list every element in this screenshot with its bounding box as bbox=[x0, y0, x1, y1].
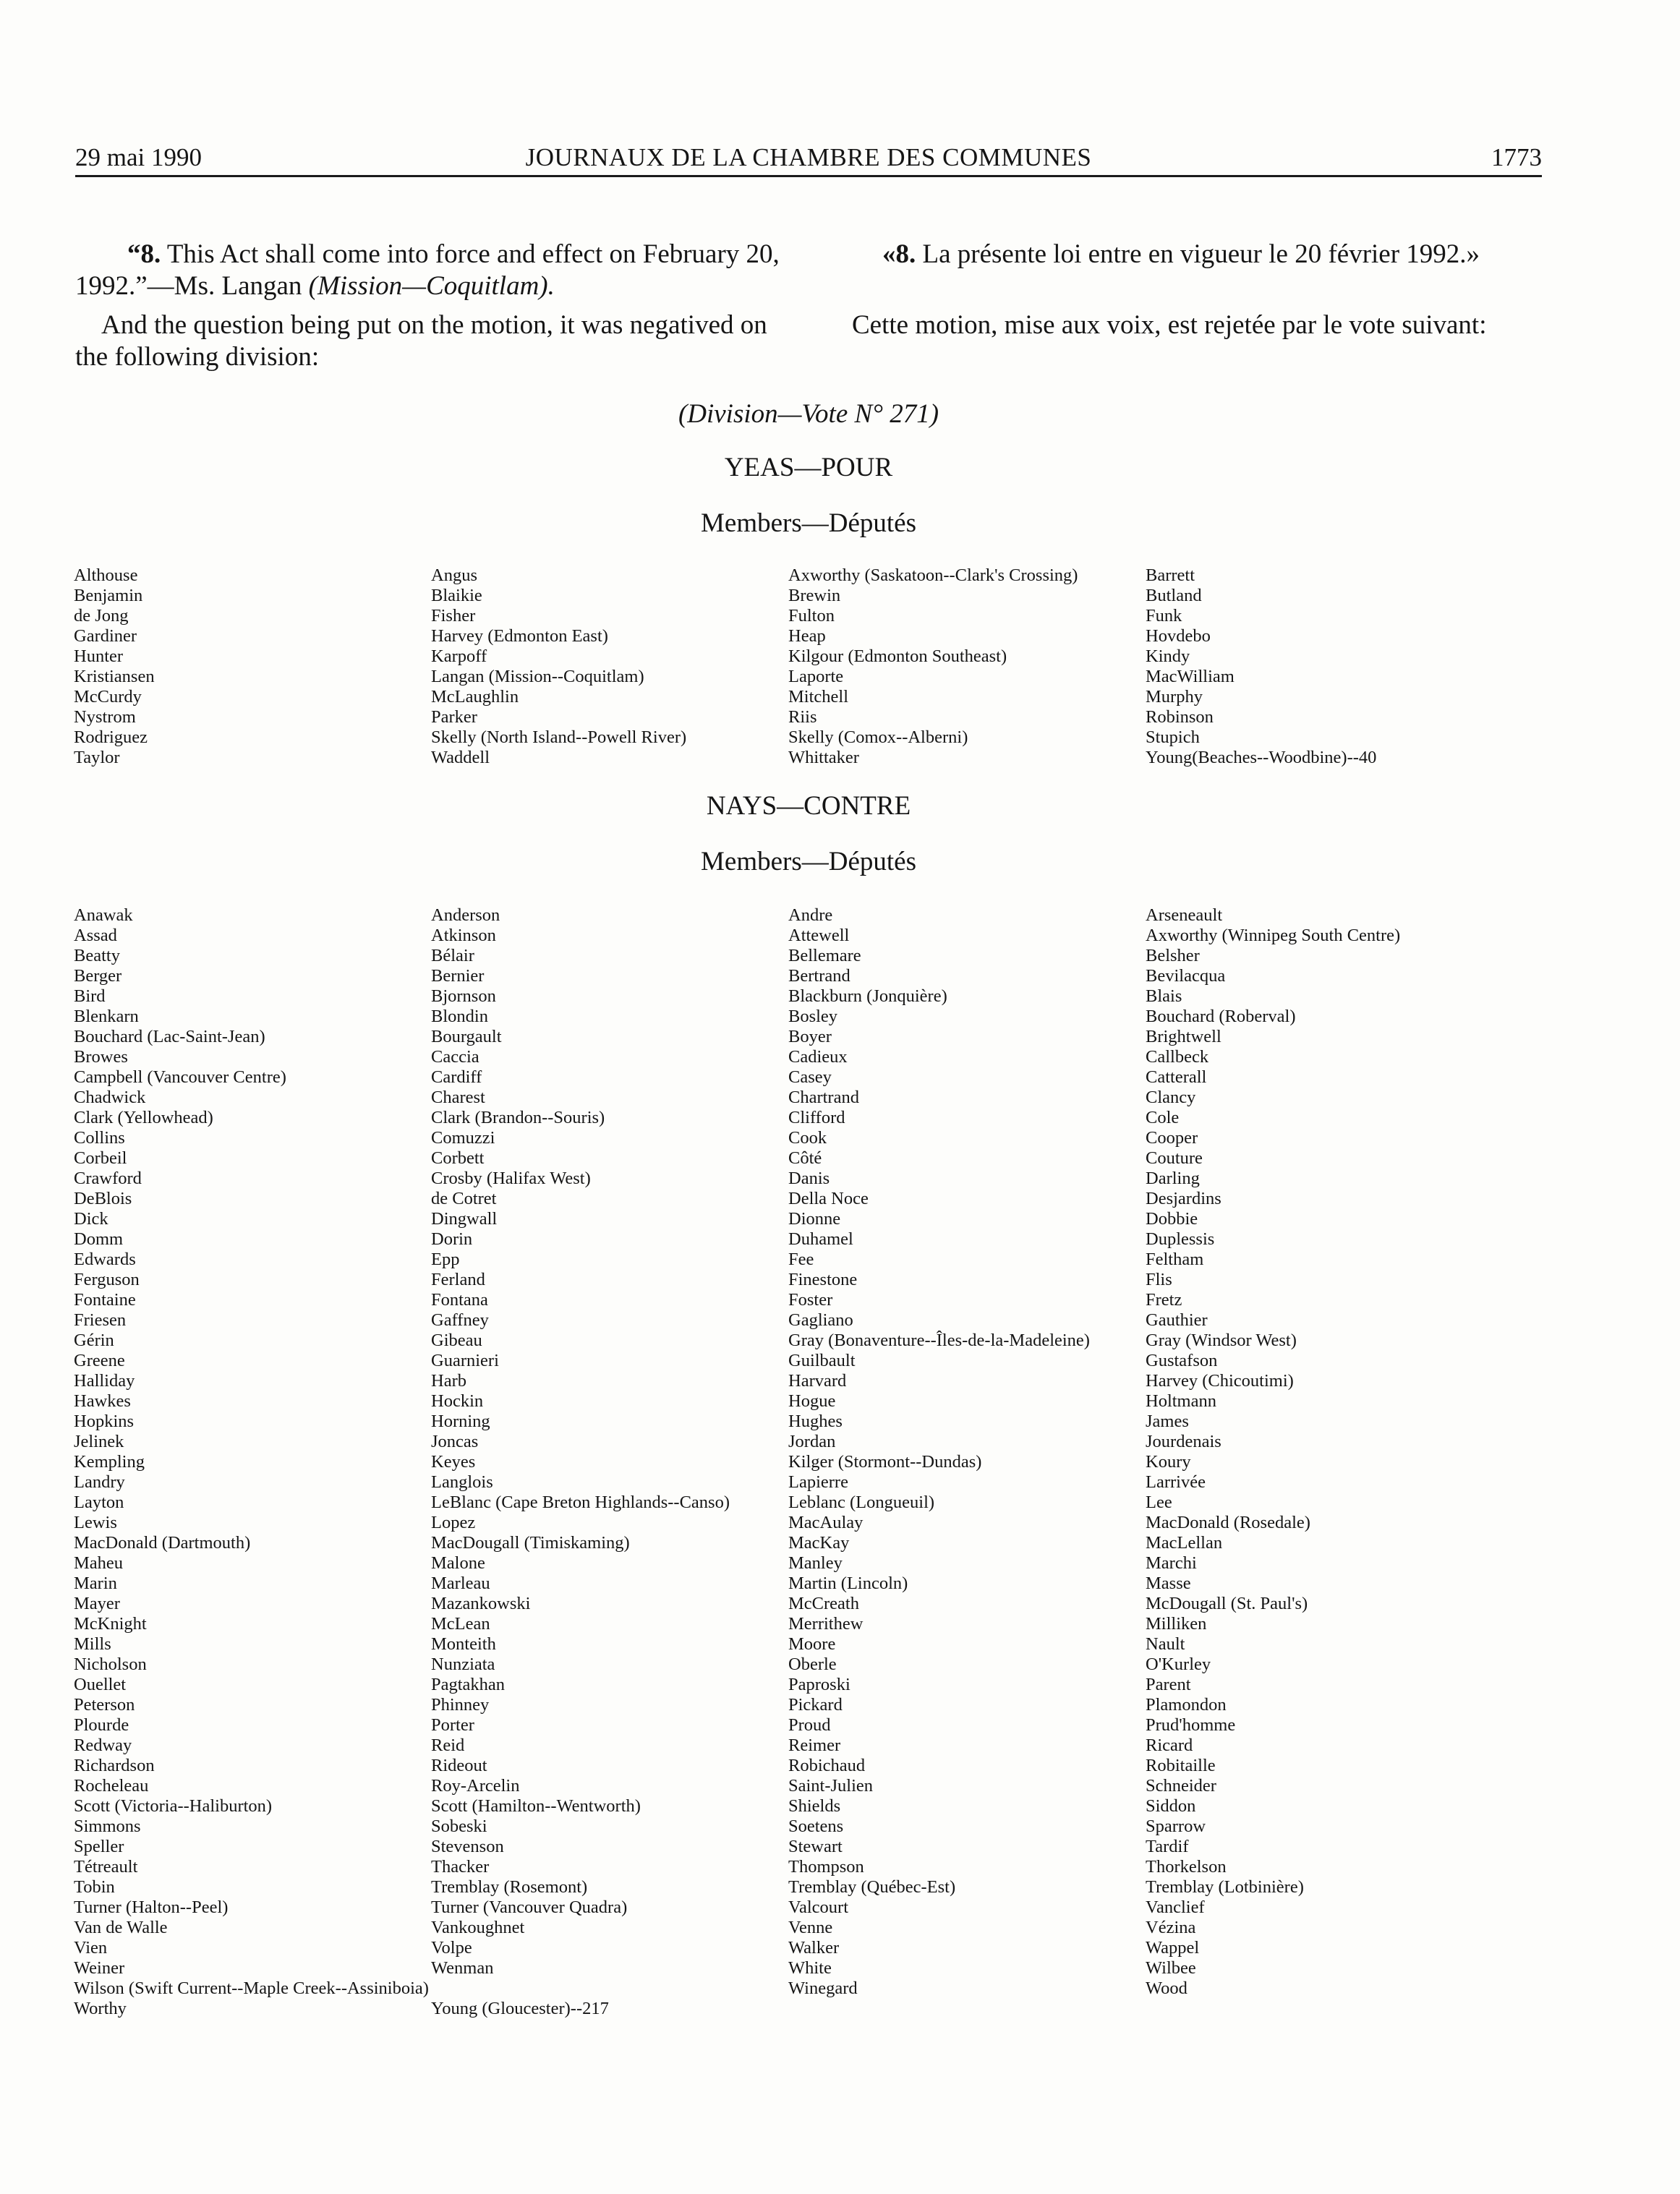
nays-subheading: Members—Députés bbox=[701, 847, 916, 876]
member-name: Brightwell bbox=[1146, 1027, 1221, 1046]
member-name: Marchi bbox=[1146, 1553, 1197, 1573]
member-name: Gray (Bonaventure--Îles-de-la-Madeleine) bbox=[788, 1331, 1090, 1350]
member-name: Redway bbox=[74, 1736, 132, 1755]
member-name: Nunziata bbox=[431, 1655, 495, 1674]
member-name: MacLellan bbox=[1146, 1533, 1223, 1553]
member-name: Koury bbox=[1146, 1452, 1191, 1472]
member-name: Flis bbox=[1146, 1270, 1172, 1289]
member-name: Tremblay (Lotbinière) bbox=[1146, 1877, 1304, 1897]
member-name: Bertrand bbox=[788, 966, 850, 986]
member-name: Althouse bbox=[74, 565, 138, 585]
member-name: James bbox=[1146, 1412, 1189, 1431]
member-name: Angus bbox=[431, 565, 477, 585]
member-name: Duhamel bbox=[788, 1229, 853, 1249]
member-name: Callbeck bbox=[1146, 1047, 1209, 1067]
member-name: Murphy bbox=[1146, 687, 1203, 707]
member-name: Fontana bbox=[431, 1290, 488, 1310]
member-name: O'Kurley bbox=[1146, 1655, 1211, 1674]
member-name: DeBlois bbox=[74, 1189, 132, 1208]
member-name: Arseneault bbox=[1146, 905, 1223, 925]
member-name: Hovdebo bbox=[1146, 626, 1211, 646]
member-name: Blaikie bbox=[431, 586, 482, 605]
yeas-column-1 bbox=[74, 565, 431, 768]
member-name: Simmons bbox=[74, 1817, 141, 1836]
member-name: Berger bbox=[74, 966, 122, 986]
member-name: Jelinek bbox=[74, 1432, 124, 1451]
division-label: (Division—Vote N° 271) bbox=[678, 399, 939, 429]
member-name: Shields bbox=[788, 1796, 841, 1816]
member-name: de Cotret bbox=[431, 1189, 497, 1208]
member-name: Reimer bbox=[788, 1736, 841, 1755]
member-name: Vanclief bbox=[1146, 1898, 1205, 1917]
member-name: Skelly (Comox--Alberni) bbox=[788, 727, 968, 747]
member-name: Greene bbox=[74, 1351, 125, 1370]
member-name: Marin bbox=[74, 1574, 117, 1593]
member-name: Gaffney bbox=[431, 1310, 489, 1330]
member-name: Vien bbox=[74, 1938, 108, 1958]
member-name: Hughes bbox=[788, 1412, 843, 1431]
member-name: Riis bbox=[788, 707, 817, 727]
member-name: Guilbault bbox=[788, 1351, 856, 1370]
member-name: Porter bbox=[431, 1715, 474, 1735]
member-name: Wood bbox=[1146, 1979, 1187, 1998]
member-name: Dingwall bbox=[431, 1209, 498, 1229]
member-name: Couture bbox=[1146, 1148, 1203, 1168]
nays-column-1 bbox=[74, 905, 431, 2019]
member-name: Roy-Arcelin bbox=[431, 1776, 520, 1796]
member-name: Crosby (Halifax West) bbox=[431, 1169, 591, 1188]
member-name: Martin (Lincoln) bbox=[788, 1574, 908, 1593]
member-name: Horning bbox=[431, 1412, 490, 1431]
member-name: Harb bbox=[431, 1371, 466, 1391]
member-name: Hogue bbox=[788, 1391, 836, 1411]
member-name: Caccia bbox=[431, 1047, 479, 1067]
member-name: MacKay bbox=[788, 1533, 850, 1553]
member-name: Young(Beaches--Woodbine)--40 bbox=[1146, 748, 1377, 767]
member-name: Stupich bbox=[1146, 727, 1200, 747]
member-name: Blenkarn bbox=[74, 1007, 139, 1026]
member-name: Darling bbox=[1146, 1169, 1200, 1188]
member-name: Mitchell bbox=[788, 687, 849, 707]
member-name: Cook bbox=[788, 1128, 827, 1148]
member-name: Axworthy (Saskatoon--Clark's Crossing) bbox=[788, 565, 1078, 585]
member-name: Mazankowski bbox=[431, 1594, 531, 1613]
member-name: Clifford bbox=[788, 1108, 845, 1127]
member-name: Kilgour (Edmonton Southeast) bbox=[788, 646, 1007, 666]
member-name: Beatty bbox=[74, 946, 120, 965]
member-name: Dobbie bbox=[1146, 1209, 1198, 1229]
member-name: Bjornson bbox=[431, 986, 496, 1006]
member-name: Leblanc (Longueuil) bbox=[788, 1493, 935, 1512]
member-name: Lewis bbox=[74, 1513, 117, 1532]
member-name: Bevilacqua bbox=[1146, 966, 1226, 986]
member-name: Della Noce bbox=[788, 1189, 869, 1208]
member-name: Valcourt bbox=[788, 1898, 848, 1917]
member-name: Funk bbox=[1146, 606, 1182, 626]
member-name: Soetens bbox=[788, 1817, 844, 1836]
member-name: Walker bbox=[788, 1938, 840, 1958]
nays-heading: NAYS—CONTRE bbox=[706, 791, 911, 821]
member-name bbox=[431, 1979, 788, 1999]
member-name: Nicholson bbox=[74, 1655, 147, 1674]
member-name: Parker bbox=[431, 707, 477, 727]
member-name: Young (Gloucester)--217 bbox=[431, 1999, 609, 2018]
member-name: Duplessis bbox=[1146, 1229, 1215, 1249]
member-name: Anawak bbox=[74, 905, 133, 925]
member-name: McDougall (St. Paul's) bbox=[1146, 1594, 1308, 1613]
member-name: Maheu bbox=[74, 1553, 124, 1573]
member-name: Lee bbox=[1146, 1493, 1172, 1512]
member-name: Corbeil bbox=[74, 1148, 127, 1168]
member-name: Clark (Brandon--Souris) bbox=[431, 1108, 605, 1127]
member-name: Côté bbox=[788, 1148, 822, 1168]
member-name: Hockin bbox=[431, 1391, 484, 1411]
question-text-fr: Cette motion, mise aux voix, est rejetée par le vote suivant: bbox=[852, 310, 1487, 340]
member-name: Scott (Victoria--Haliburton) bbox=[74, 1796, 273, 1816]
member-name: Belsher bbox=[1146, 946, 1200, 965]
member-name: Thacker bbox=[431, 1857, 490, 1877]
member-name: Jourdenais bbox=[1146, 1432, 1221, 1451]
member-name: Gardiner bbox=[74, 626, 137, 646]
member-name: MacDonald (Dartmouth) bbox=[74, 1533, 251, 1553]
member-name: Cadieux bbox=[788, 1047, 848, 1067]
member-name: Danis bbox=[788, 1169, 830, 1188]
motion-number-fr: «8. bbox=[882, 239, 916, 269]
member-name: Bellemare bbox=[788, 946, 861, 965]
member-name: Merrithew bbox=[788, 1614, 864, 1634]
member-name: Joncas bbox=[431, 1432, 479, 1451]
member-name: Harvard bbox=[788, 1371, 847, 1391]
member-name: Blackburn (Jonquière) bbox=[788, 986, 947, 1006]
member-name: White bbox=[788, 1958, 832, 1978]
member-name: Van de Walle bbox=[74, 1918, 168, 1937]
member-name: Mills bbox=[74, 1634, 111, 1654]
member-name: Wappel bbox=[1146, 1938, 1200, 1958]
member-name: Corbett bbox=[431, 1148, 485, 1168]
member-name: Boyer bbox=[788, 1027, 832, 1046]
nays-column-4 bbox=[1146, 905, 1503, 2019]
member-name: Oberle bbox=[788, 1655, 837, 1674]
member-name: Gauthier bbox=[1146, 1310, 1208, 1330]
member-name: Brewin bbox=[788, 586, 841, 605]
member-name: Dionne bbox=[788, 1209, 841, 1229]
member-name: Scott (Hamilton--Wentworth) bbox=[431, 1796, 641, 1816]
member-name: Peterson bbox=[74, 1695, 135, 1715]
member-name: Phinney bbox=[431, 1695, 490, 1715]
member-name: McCreath bbox=[788, 1594, 859, 1613]
member-name: Siddon bbox=[1146, 1796, 1196, 1816]
member-name: Ferland bbox=[431, 1270, 485, 1289]
member-name: Benjamin bbox=[74, 586, 143, 605]
member-name: Larrivée bbox=[1146, 1472, 1206, 1492]
member-name: Bélair bbox=[431, 946, 474, 965]
member-name: Bernier bbox=[431, 966, 485, 986]
motion-text-en bbox=[75, 239, 791, 302]
member-name: Clancy bbox=[1146, 1088, 1196, 1107]
member-name: Jordan bbox=[788, 1432, 836, 1451]
member-name: Stewart bbox=[788, 1837, 843, 1856]
member-name: Speller bbox=[74, 1837, 124, 1856]
member-name: Gérin bbox=[74, 1331, 114, 1350]
member-name: Karpoff bbox=[431, 646, 487, 666]
member-name: Langlois bbox=[431, 1472, 493, 1492]
member-name: Ricard bbox=[1146, 1736, 1193, 1755]
member-name: Plamondon bbox=[1146, 1695, 1227, 1715]
member-name: Fee bbox=[788, 1250, 814, 1269]
member-name: Catterall bbox=[1146, 1067, 1207, 1087]
member-name: Desjardins bbox=[1146, 1189, 1221, 1208]
member-name: Ouellet bbox=[74, 1675, 127, 1694]
member-name: Bourgault bbox=[431, 1027, 502, 1046]
member-name: Robichaud bbox=[788, 1756, 866, 1775]
member-name: Gustafson bbox=[1146, 1351, 1218, 1370]
member-name: Atkinson bbox=[431, 926, 496, 945]
member-name: Kempling bbox=[74, 1452, 145, 1472]
member-name: Wenman bbox=[431, 1958, 494, 1978]
member-name: Rideout bbox=[431, 1756, 487, 1775]
motion-text-fr bbox=[850, 239, 1542, 270]
member-name: Venne bbox=[788, 1918, 833, 1937]
member-name: Milliken bbox=[1146, 1614, 1207, 1634]
member-name: Fisher bbox=[431, 606, 476, 626]
member-name: Wilson (Swift Current--Maple Creek--Assiniboia) bbox=[74, 1979, 429, 1998]
member-name: Lapierre bbox=[788, 1472, 848, 1492]
member-name: Kilger (Stormont--Dundas) bbox=[788, 1452, 982, 1472]
member-name: Skelly (North Island--Powell River) bbox=[431, 727, 687, 747]
member-name: Harvey (Edmonton East) bbox=[431, 626, 608, 646]
member-name: MacDonald (Rosedale) bbox=[1146, 1513, 1310, 1532]
member-name: Vankoughnet bbox=[431, 1918, 525, 1937]
member-name: Anderson bbox=[431, 905, 500, 925]
member-name: Robinson bbox=[1146, 707, 1214, 727]
yeas-column-2 bbox=[431, 565, 788, 768]
member-name: Gagliano bbox=[788, 1310, 853, 1330]
member-name: Kristiansen bbox=[74, 667, 155, 686]
member-name: Tétreault bbox=[74, 1857, 138, 1877]
question-text-en: And the question being put on the motion, it was negatived on the following division: bbox=[75, 310, 767, 372]
member-name: Pickard bbox=[788, 1695, 843, 1715]
member-name: Butland bbox=[1146, 586, 1202, 605]
member-name: Schneider bbox=[1146, 1776, 1216, 1796]
member-name: Gibeau bbox=[431, 1331, 482, 1350]
member-name: Wilbee bbox=[1146, 1958, 1196, 1978]
yeas-column-3 bbox=[788, 565, 1146, 768]
member-name: Tardif bbox=[1146, 1837, 1189, 1856]
member-name: Clark (Yellowhead) bbox=[74, 1108, 213, 1127]
member-name: Gray (Windsor West) bbox=[1146, 1331, 1297, 1350]
member-name: Tremblay (Québec-Est) bbox=[788, 1877, 956, 1897]
member-name: Chadwick bbox=[74, 1088, 146, 1107]
member-name: Lopez bbox=[431, 1513, 476, 1532]
member-name: Stevenson bbox=[431, 1837, 504, 1856]
member-name: Worthy bbox=[74, 1999, 127, 2018]
member-name: Laporte bbox=[788, 667, 844, 686]
member-name: Friesen bbox=[74, 1310, 127, 1330]
member-name: Guarnieri bbox=[431, 1351, 499, 1370]
member-name: MacDougall (Timiskaming) bbox=[431, 1533, 630, 1553]
member-name: Masse bbox=[1146, 1574, 1191, 1593]
member-name: MacAulay bbox=[788, 1513, 864, 1532]
member-name: Richardson bbox=[74, 1756, 155, 1775]
member-name: Manley bbox=[788, 1553, 843, 1573]
yeas-heading: YEAS—POUR bbox=[724, 453, 893, 482]
member-name: Edwards bbox=[74, 1250, 136, 1269]
member-name: Epp bbox=[431, 1250, 460, 1269]
member-name: Kindy bbox=[1146, 646, 1190, 666]
member-name: Moore bbox=[788, 1634, 836, 1654]
member-name: Finestone bbox=[788, 1270, 858, 1289]
member-name: Rocheleau bbox=[74, 1776, 149, 1796]
member-name: Thompson bbox=[788, 1857, 864, 1877]
member-name: Turner (Vancouver Quadra) bbox=[431, 1898, 628, 1917]
member-name: Layton bbox=[74, 1493, 124, 1512]
member-name: Langan (Mission--Coquitlam) bbox=[431, 667, 644, 686]
member-name: Reid bbox=[431, 1736, 465, 1755]
motion-riding-en: (Mission—Coquitlam). bbox=[308, 271, 555, 301]
member-name: LeBlanc (Cape Breton Highlands--Canso) bbox=[431, 1493, 730, 1512]
member-name: Casey bbox=[788, 1067, 832, 1087]
member-name: Fontaine bbox=[74, 1290, 136, 1310]
member-name: Saint-Julien bbox=[788, 1776, 874, 1796]
motion-body-en: This Act shall come into force and effect on February 20, 1992.”—Ms. Langan bbox=[75, 239, 780, 301]
member-name: Sparrow bbox=[1146, 1817, 1206, 1836]
header-title: JOURNAUX DE LA CHAMBRE DES COMMUNES bbox=[525, 143, 1092, 171]
motion-body-fr: La présente loi entre en vigueur le 20 février 1992.» bbox=[916, 239, 1480, 269]
member-name: Feltham bbox=[1146, 1250, 1204, 1269]
member-name: Barrett bbox=[1146, 565, 1195, 585]
member-name: Comuzzi bbox=[431, 1128, 495, 1148]
member-name: Charest bbox=[431, 1088, 485, 1107]
member-name: Hopkins bbox=[74, 1412, 135, 1431]
member-name: Whittaker bbox=[788, 748, 859, 767]
member-name: Sobeski bbox=[431, 1817, 487, 1836]
member-name: de Jong bbox=[74, 606, 129, 626]
member-name: Prud'homme bbox=[1146, 1715, 1236, 1735]
member-name: Fretz bbox=[1146, 1290, 1182, 1310]
member-name: Nystrom bbox=[74, 707, 136, 727]
yeas-column-4 bbox=[1146, 565, 1503, 768]
member-name: Campbell (Vancouver Centre) bbox=[74, 1067, 286, 1087]
member-name: Thorkelson bbox=[1146, 1857, 1227, 1877]
member-name: McKnight bbox=[74, 1614, 147, 1634]
member-name: Assad bbox=[74, 926, 117, 945]
member-name: Weiner bbox=[74, 1958, 125, 1978]
member-name: Monteith bbox=[431, 1634, 496, 1654]
member-name: Proud bbox=[788, 1715, 831, 1735]
member-name: Domm bbox=[74, 1229, 124, 1249]
member-name: Cardiff bbox=[431, 1067, 482, 1087]
member-name: Rodriguez bbox=[74, 727, 148, 747]
member-name: Dick bbox=[74, 1209, 108, 1229]
member-name: Taylor bbox=[74, 748, 120, 767]
member-name: Cooper bbox=[1146, 1128, 1198, 1148]
member-name: McLean bbox=[431, 1614, 490, 1634]
nays-member-list bbox=[74, 905, 1549, 2019]
member-name: Winegard bbox=[788, 1979, 858, 1998]
member-name: Malone bbox=[431, 1553, 485, 1573]
member-name: Ferguson bbox=[74, 1270, 140, 1289]
header-date: 29 mai 1990 bbox=[75, 143, 202, 171]
member-name: Hawkes bbox=[74, 1391, 131, 1411]
member-name: Foster bbox=[788, 1290, 833, 1310]
member-name: Blondin bbox=[431, 1007, 488, 1026]
member-name: Blais bbox=[1146, 986, 1182, 1006]
member-name: McCurdy bbox=[74, 687, 142, 707]
yeas-member-list bbox=[74, 565, 1549, 768]
member-name: Holtmann bbox=[1146, 1391, 1216, 1411]
nays-column-2 bbox=[431, 905, 788, 2019]
member-name: Paproski bbox=[788, 1675, 850, 1694]
member-name: Keyes bbox=[431, 1452, 476, 1472]
member-name: Andre bbox=[788, 905, 833, 925]
member-name: Collins bbox=[74, 1128, 125, 1148]
motion-number-en: “8. bbox=[127, 239, 161, 269]
member-name: Landry bbox=[74, 1472, 125, 1492]
member-name: Axworthy (Winnipeg South Centre) bbox=[1146, 926, 1401, 945]
member-name: Marleau bbox=[431, 1574, 490, 1593]
member-name: Bouchard (Lac-Saint-Jean) bbox=[74, 1027, 265, 1046]
member-name: Nault bbox=[1146, 1634, 1185, 1654]
member-name: Pagtakhan bbox=[431, 1675, 506, 1694]
member-name: MacWilliam bbox=[1146, 667, 1235, 686]
member-name: Browes bbox=[74, 1047, 128, 1067]
running-header bbox=[75, 142, 1542, 177]
member-name: Volpe bbox=[431, 1938, 472, 1958]
member-name: Tobin bbox=[74, 1877, 115, 1897]
member-name: Crawford bbox=[74, 1169, 142, 1188]
member-name: Parent bbox=[1146, 1675, 1191, 1694]
page-number: 1773 bbox=[1491, 143, 1542, 171]
member-name: Attewell bbox=[788, 926, 850, 945]
member-name: McLaughlin bbox=[431, 687, 519, 707]
member-name: Tremblay (Rosemont) bbox=[431, 1877, 588, 1897]
nays-column-3 bbox=[788, 905, 1146, 2019]
member-name: Mayer bbox=[74, 1594, 120, 1613]
member-name: Bosley bbox=[788, 1007, 838, 1026]
member-name: Chartrand bbox=[788, 1088, 859, 1107]
member-name: Robitaille bbox=[1146, 1756, 1216, 1775]
member-name: Waddell bbox=[431, 748, 490, 767]
member-name: Heap bbox=[788, 626, 826, 646]
member-name: Halliday bbox=[74, 1371, 135, 1391]
member-name: Plourde bbox=[74, 1715, 129, 1735]
member-name: Harvey (Chicoutimi) bbox=[1146, 1371, 1294, 1391]
member-name: Cole bbox=[1146, 1108, 1180, 1127]
member-name: Dorin bbox=[431, 1229, 473, 1249]
member-name: Fulton bbox=[788, 606, 835, 626]
member-name: Hunter bbox=[74, 646, 124, 666]
member-name: Vézina bbox=[1146, 1918, 1196, 1937]
yeas-subheading: Members—Députés bbox=[701, 508, 916, 538]
member-name: Turner (Halton--Peel) bbox=[74, 1898, 229, 1917]
member-name: Bouchard (Roberval) bbox=[1146, 1007, 1296, 1026]
member-name: Bird bbox=[74, 986, 106, 1006]
